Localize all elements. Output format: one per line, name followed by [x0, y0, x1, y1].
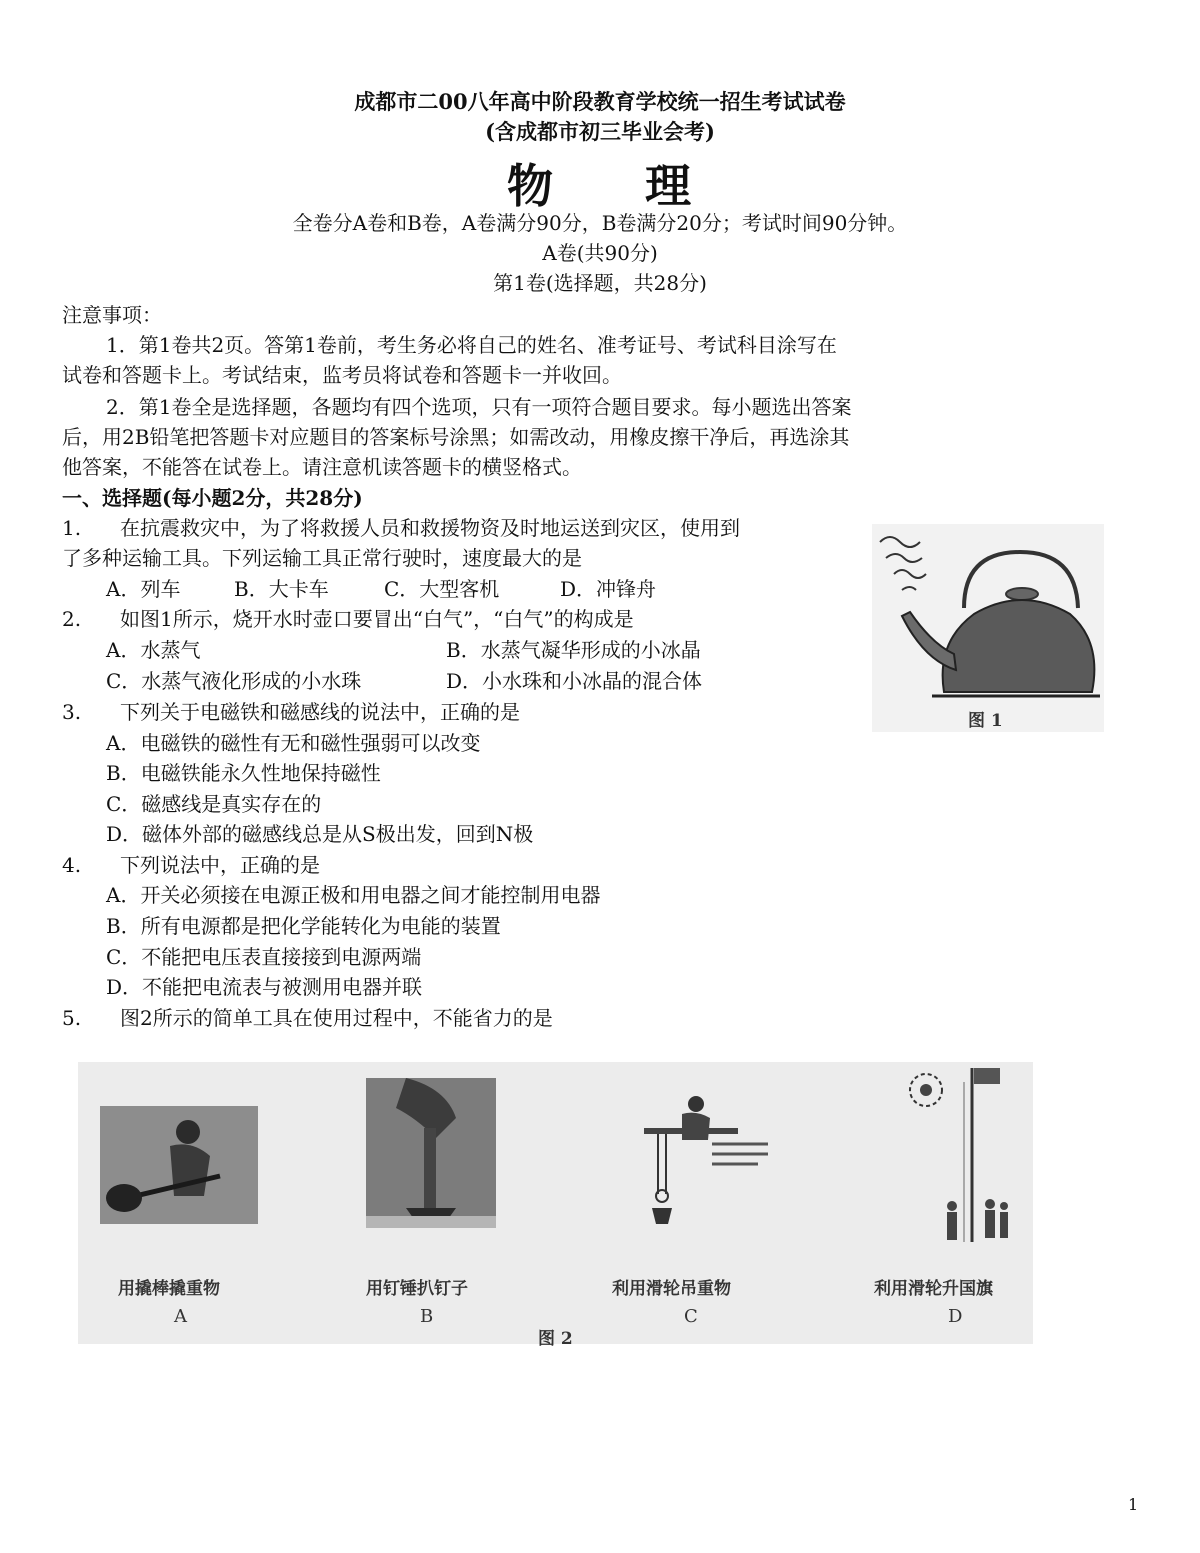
- option-d: D．磁体外部的磁感线总是从S极出发，回到N极: [106, 822, 534, 846]
- figure-1-kettle: [872, 524, 1104, 732]
- question-2-options-row-2: [106, 666, 702, 696]
- figure-2-tools: [78, 1062, 1033, 1349]
- question-number: 4.: [62, 853, 82, 877]
- notes-heading: 注意事项：: [62, 303, 162, 327]
- notes-line-1: 1．第1卷共2页。答第1卷前，考生务必将自己的姓名、准考证号、考试科目涂写在: [106, 333, 837, 357]
- option-a: A．开关必须接在电源正极和用电器之间才能控制用电器: [106, 883, 601, 907]
- question-1: [62, 513, 740, 543]
- figure-1-caption: 图 1: [968, 711, 1003, 731]
- flag-pulley-icon: [904, 1062, 1014, 1252]
- panel-c-label: 利用滑轮吊重物: [612, 1279, 731, 1299]
- figure-2-caption: 图 2: [538, 1329, 573, 1349]
- panel-b-letter: B: [420, 1306, 434, 1327]
- panel-a-letter: A: [174, 1306, 187, 1327]
- exam-info: 全卷分A卷和B卷，A卷满分90分，B卷满分20分；考试时间90分钟。: [292, 211, 908, 235]
- question-1-line-2: 了多种运输工具。下列运输工具正常行驶时，速度最大的是: [62, 546, 582, 570]
- question-4: [62, 850, 320, 880]
- panel-d-image: [904, 1062, 1014, 1252]
- page-number: 1: [1128, 1495, 1139, 1514]
- panel-d-letter: D: [948, 1306, 963, 1327]
- question-number: 5.: [62, 1006, 82, 1030]
- option-b: B．水蒸气凝华形成的小冰晶: [446, 638, 701, 662]
- option-d: D．小水珠和小冰晶的混合体: [446, 669, 703, 693]
- crowbar-lift-icon: [100, 1106, 258, 1224]
- question-stem: 下列说法中，正确的是: [120, 853, 320, 877]
- question-1-options: [106, 574, 656, 604]
- subject-char-2: 理: [645, 159, 693, 213]
- option-c: C．水蒸气液化形成的小水珠: [106, 669, 362, 693]
- question-number: 3.: [62, 700, 82, 724]
- option-d: D．不能把电流表与被测用电器并联: [106, 975, 423, 999]
- question-number: 2.: [62, 607, 82, 631]
- question-stem: 下列关于电磁铁和磁感线的说法中，正确的是: [120, 700, 520, 724]
- option-a: A．电磁铁的磁性有无和磁性强弱可以改变: [106, 731, 481, 755]
- option-a: A．列车: [106, 577, 181, 601]
- panel-b-image: [366, 1078, 496, 1228]
- notes-line-3: 2．第1卷全是选择题，各题均有四个选项，只有一项符合题目要求。每小题选出答案: [106, 395, 852, 419]
- option-a: A．水蒸气: [106, 638, 201, 662]
- question-2-options-row-1: [106, 635, 701, 665]
- option-b: B．所有电源都是把化学能转化为电能的装置: [106, 914, 501, 938]
- notes-line-4: 后，用2B铅笔把答题卡对应题目的答案标号涂黑；如需改动，用橡皮擦干净后，再选涂其: [62, 425, 850, 449]
- question-number: 1.: [62, 516, 82, 540]
- notes-line-2: 试卷和答题卡上。考试结束，监考员将试卷和答题卡一并收回。: [62, 363, 622, 387]
- exam-title: 成都市二00八年高中阶段教育学校统一招生考试试卷: [354, 89, 846, 114]
- question-5: [62, 1003, 553, 1033]
- part1-heading: 第1卷(选择题，共28分): [493, 271, 707, 295]
- question-2: [62, 604, 634, 634]
- option-d: D．冲锋舟: [560, 577, 657, 601]
- kettle-illustration: [872, 524, 1104, 732]
- question-3: [62, 697, 520, 727]
- subject-title: [0, 150, 1200, 216]
- panel-b-label: 用钉锤扒钉子: [366, 1279, 468, 1299]
- panel-d-label: 利用滑轮升国旗: [874, 1279, 993, 1299]
- pulley-lift-icon: [638, 1082, 778, 1232]
- subject-char-1: 物: [507, 159, 555, 213]
- option-b: B．电磁铁能永久性地保持磁性: [106, 761, 381, 785]
- option-c: C．大型客机: [384, 577, 500, 601]
- exam-subtitle: (含成都市初三毕业会考): [485, 119, 715, 144]
- claw-hammer-icon: [366, 1078, 496, 1228]
- question-stem: 图2所示的简单工具在使用过程中，不能省力的是: [120, 1006, 553, 1030]
- question-stem: 在抗震救灾中，为了将救援人员和救援物资及时地运送到灾区，使用到: [120, 516, 740, 540]
- volume-a-heading: A卷(共90分): [542, 241, 658, 265]
- option-c: C．磁感线是真实存在的: [106, 792, 322, 816]
- panel-a-label: 用撬棒撬重物: [118, 1279, 220, 1299]
- panel-c-image: [638, 1082, 778, 1232]
- option-c: C．不能把电压表直接接到电源两端: [106, 945, 422, 969]
- option-b: B．大卡车: [234, 577, 329, 601]
- question-stem: 如图1所示，烧开水时壶口要冒出“白气”，“白气”的构成是: [120, 607, 634, 631]
- panel-a-image: [100, 1106, 258, 1224]
- panel-c-letter: C: [684, 1306, 698, 1327]
- notes-line-5: 他答案，不能答在试卷上。请注意机读答题卡的横竖格式。: [62, 455, 582, 479]
- section-heading: 一、选择题(每小题2分，共28分): [62, 486, 363, 510]
